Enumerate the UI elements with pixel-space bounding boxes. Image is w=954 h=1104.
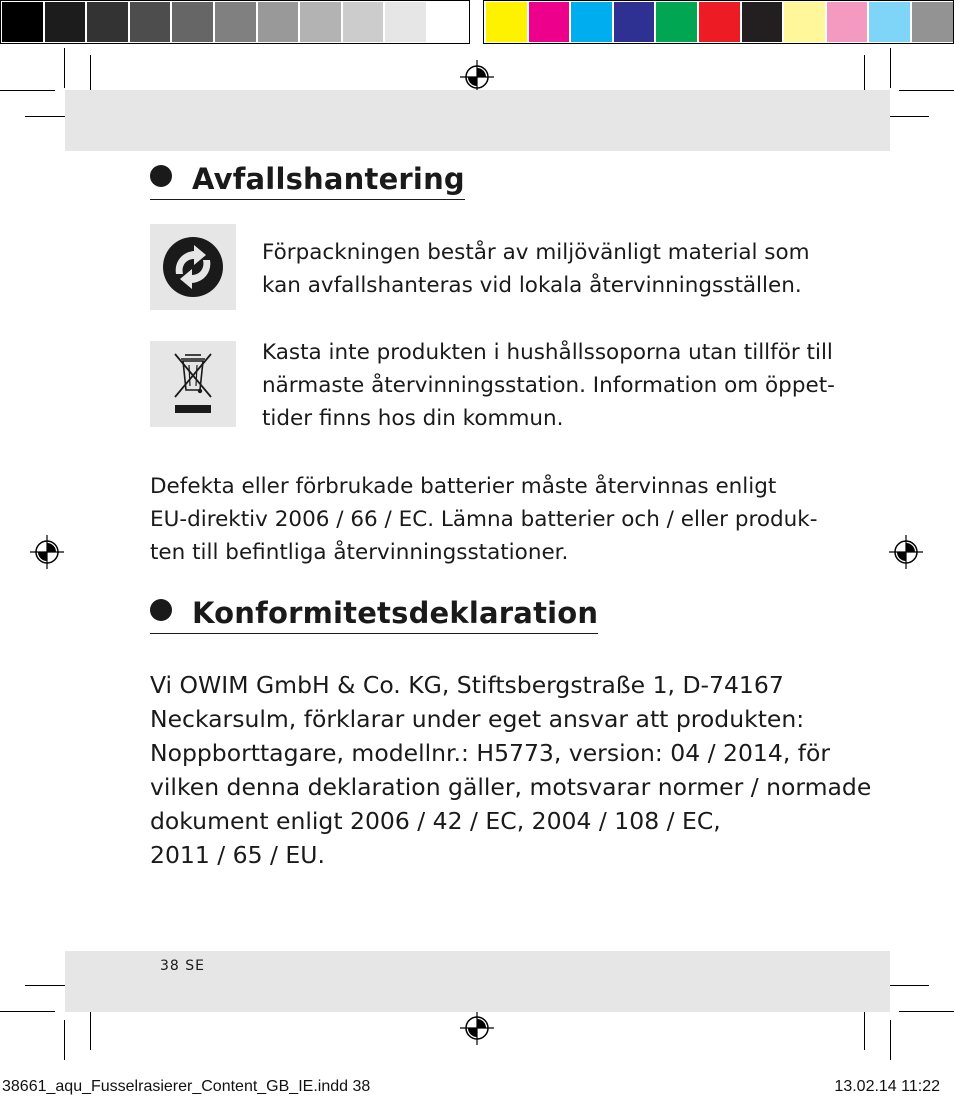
conformity-text bbox=[150, 668, 871, 872]
text-line: tider finns hos din kommun. bbox=[262, 406, 564, 431]
text-line: kan avfallshanteras vid lokala återvinningsställen. bbox=[262, 273, 802, 298]
text-line: Förpackningen består av miljövänligt material som bbox=[262, 240, 810, 265]
battery-text bbox=[150, 470, 817, 569]
disposal-text bbox=[262, 336, 835, 435]
recycling-icon-box bbox=[150, 224, 236, 310]
packaging-text bbox=[262, 236, 810, 302]
text-line: Kasta inte produkten i hushållssoporna utan tillför till bbox=[262, 340, 833, 365]
text-line: Noppborttagare, modellnr.: H5773, version: 04 / 2014, för bbox=[150, 739, 831, 767]
section-heading-waste bbox=[150, 162, 465, 200]
slug-filename: 38661_aqu_Fusselrasierer_Content_GB_IE.indd 38 bbox=[2, 1078, 371, 1095]
bullet-icon bbox=[150, 599, 172, 621]
text-line: vilken denna deklaration gäller, motsvarar normer / normade bbox=[150, 773, 872, 801]
weee-icon-box bbox=[150, 341, 236, 427]
text-line: EU-direktiv 2006 / 66 / EC. Lämna batterier och / eller produk- bbox=[150, 507, 818, 532]
grayscale-bar-frame bbox=[0, 0, 470, 44]
text-line: dokument enligt 2006 / 42 / EC, 2004 / 108 / EC, bbox=[150, 807, 721, 835]
text-line: Defekta eller förbrukade batterier måste återvinnas enligt bbox=[150, 474, 777, 499]
section-title: Konformitetsdeklaration bbox=[192, 596, 599, 630]
crossed-out-bin-icon bbox=[150, 341, 236, 427]
process-color-bar-frame bbox=[483, 0, 954, 44]
page-number: 38 SE bbox=[160, 958, 205, 974]
registration-mark-top-icon bbox=[460, 60, 494, 94]
bullet-icon bbox=[150, 165, 172, 187]
text-line: Vi OWIM GmbH & Co. KG, Stiftsbergstraße 1, D-74167 bbox=[150, 671, 784, 699]
text-line: ten till befintliga återvinningsstationer. bbox=[150, 540, 569, 565]
recycling-icon bbox=[150, 224, 236, 310]
registration-mark-bottom-icon bbox=[460, 1011, 494, 1045]
text-line: Neckarsulm, förklarar under eget ansvar att produkten: bbox=[150, 705, 805, 733]
text-line: 2011 / 65 / EU. bbox=[150, 841, 325, 869]
slug-timestamp: 13.02.14 11:22 bbox=[834, 1078, 940, 1095]
section-title: Avfallshantering bbox=[192, 162, 465, 196]
section-heading-conformity bbox=[150, 596, 598, 634]
registration-mark-left-icon bbox=[30, 535, 64, 569]
text-line: närmaste återvinningsstation. Information om öppet- bbox=[262, 373, 835, 398]
header-band bbox=[65, 90, 890, 151]
registration-mark-right-icon bbox=[889, 535, 923, 569]
